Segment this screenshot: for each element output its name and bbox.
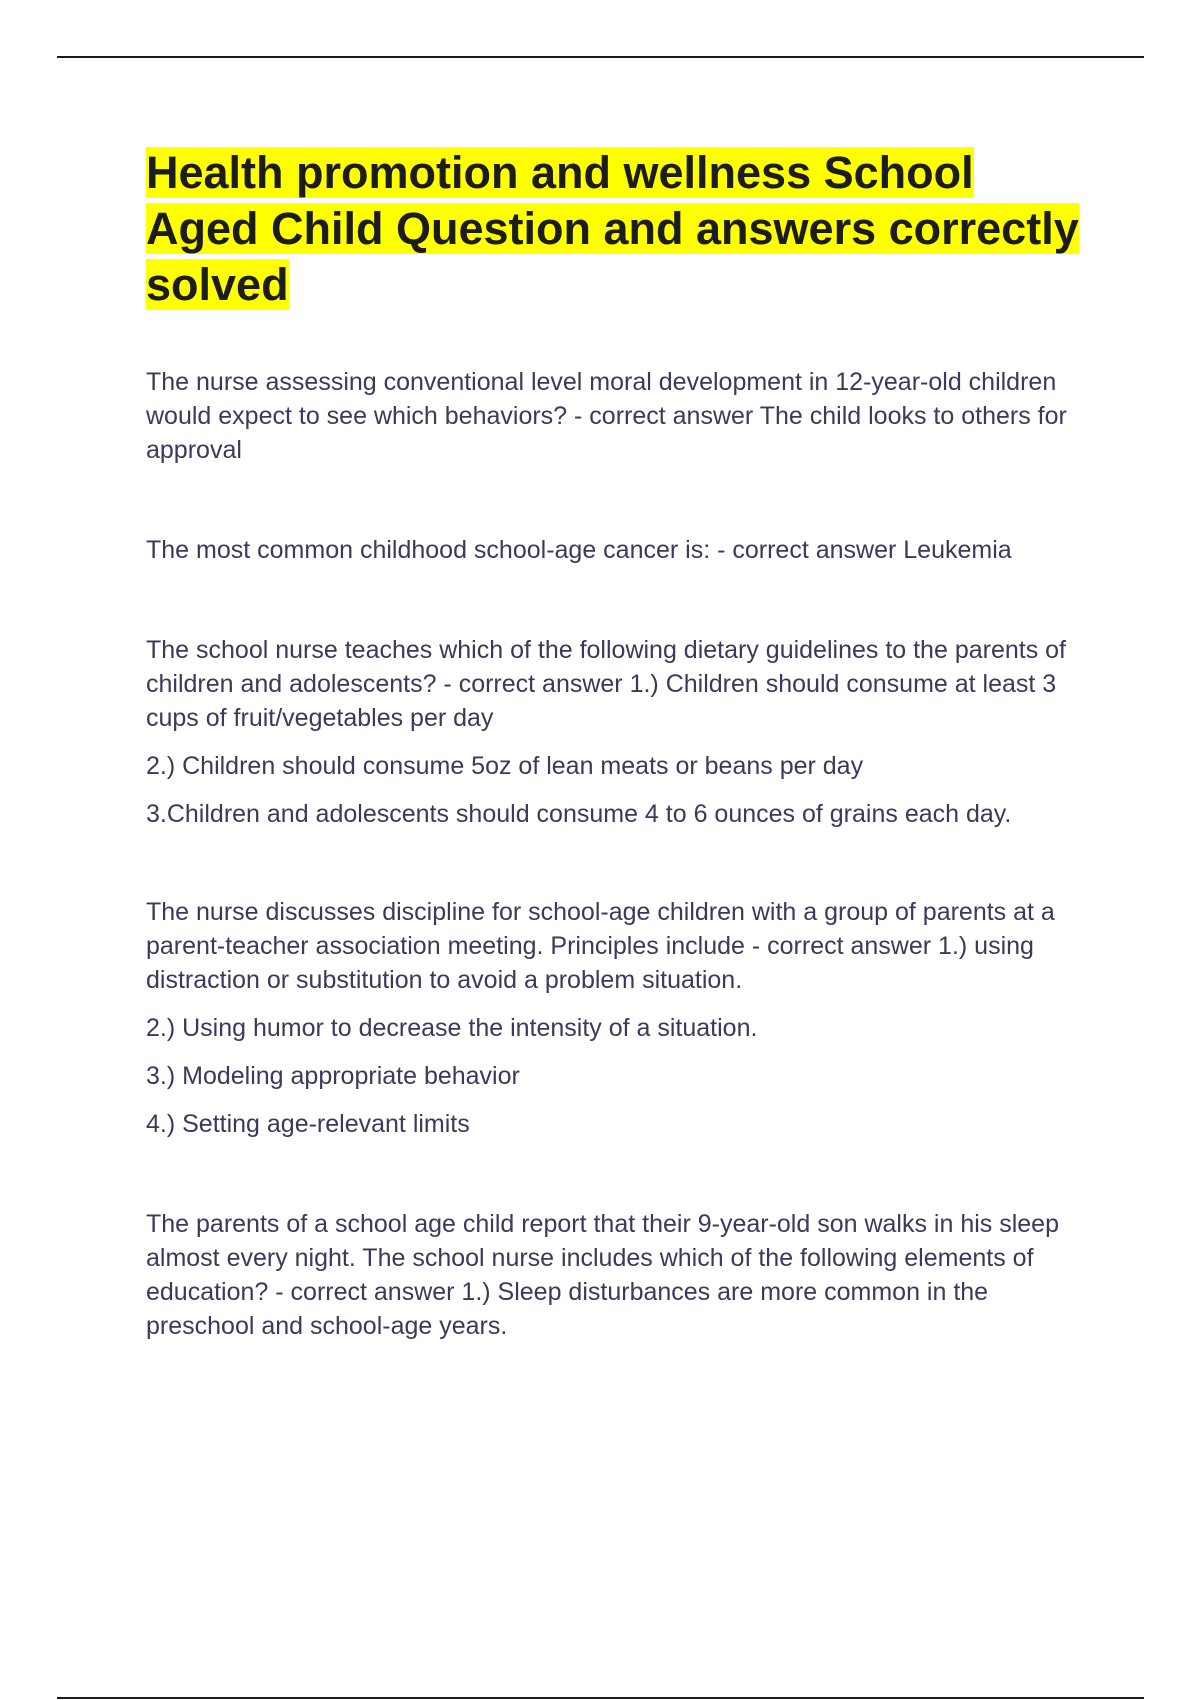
qa-block [146, 533, 1096, 567]
answer-item: 3.Children and adolescents should consume 4 to 6 ounces of grains each day. [146, 800, 1012, 828]
question-text: The parents of a school age child report that their 9-year-old son walks in his sleep almost every night. The school nurse includes which of the following elements of education? - correct answer 1.) Sleep disturbances are more common in the preschool and school-age years. [146, 1210, 1059, 1340]
top-rule [57, 56, 1144, 58]
qa-block [146, 895, 1096, 1141]
document-content [146, 145, 1096, 1343]
answer-item: 3.) Modeling appropriate behavior [146, 1062, 520, 1090]
question-text: The school nurse teaches which of the following dietary guidelines to the parents of children and adolescents? - correct answer 1.) Children should consume at least 3 cups of fruit/vegetables per day [146, 636, 1066, 732]
document-title [146, 145, 1096, 313]
qa-list [146, 365, 1096, 1343]
qa-block [146, 1207, 1096, 1343]
answer-item: 4.) Setting age-relevant limits [146, 1110, 470, 1138]
question-text: The nurse discusses discipline for school-age children with a group of parents at a parent-teacher association meeting. Principles include - correct answer 1.) using distraction or substitution to avoid a problem situation. [146, 898, 1055, 994]
question-text: The most common childhood school-age cancer is: - correct answer Leukemia [146, 536, 1012, 564]
title-highlight: Health promotion and wellness School Aged Child Question and answers correctly solved [146, 147, 1079, 310]
answer-item: 2.) Children should consume 5oz of lean meats or beans per day [146, 752, 864, 780]
question-text: The nurse assessing conventional level moral development in 12-year-old children would expect to see which behaviors? - correct answer The child looks to others for approval [146, 368, 1067, 464]
answer-item: 2.) Using humor to decrease the intensity of a situation. [146, 1014, 758, 1042]
qa-block [146, 633, 1096, 831]
bottom-rule [57, 1697, 1144, 1699]
qa-block [146, 365, 1096, 467]
